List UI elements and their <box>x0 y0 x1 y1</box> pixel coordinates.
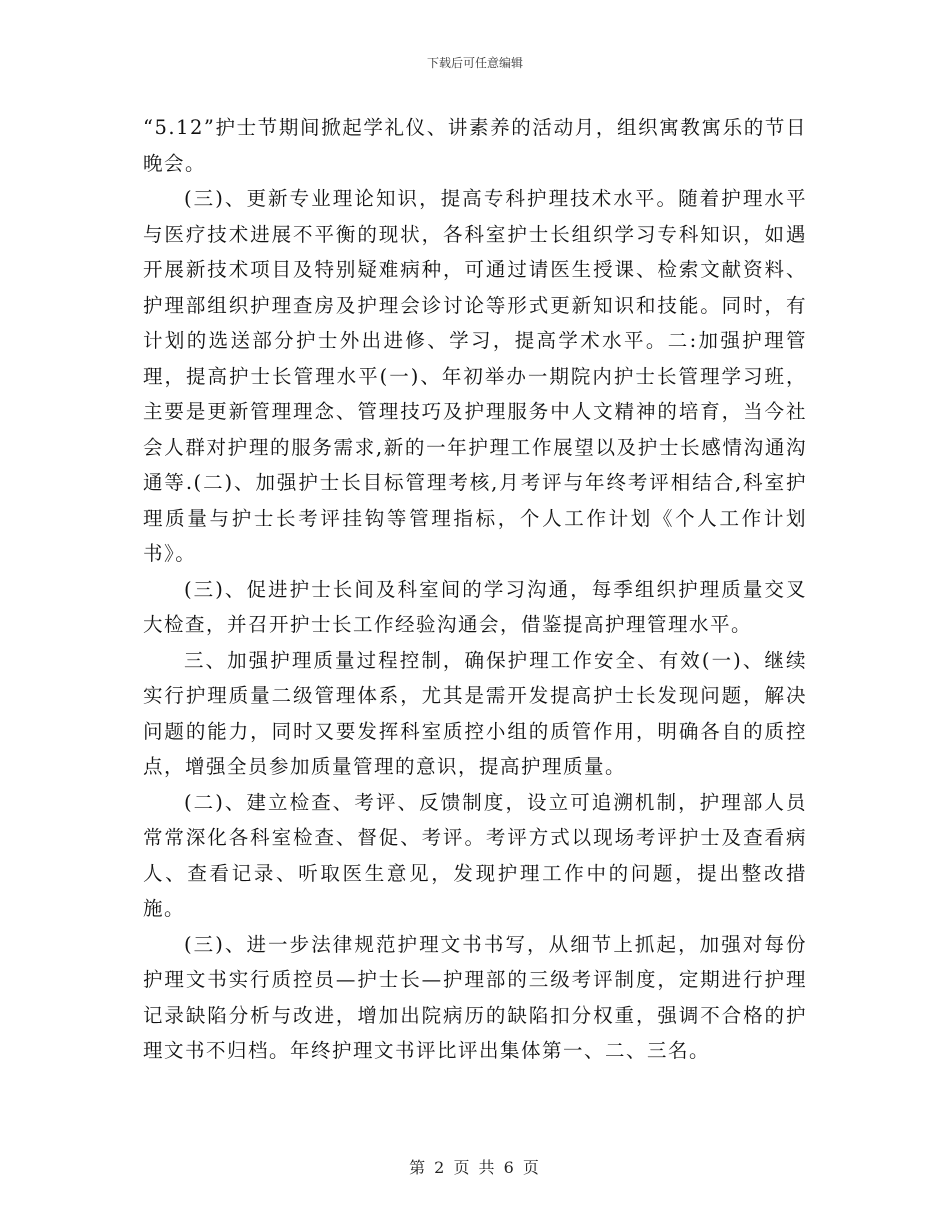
page-number: 第 2 页 共 6 页 <box>409 1158 541 1177</box>
paragraph-head-nurse-exchange: (三)、促进护士长间及科室间的学习沟通，每季组织护理质量交叉大检查，并召开护士长工作经验沟通会，借鉴提高护理管理水平。 <box>143 577 807 636</box>
paragraph-inspection-feedback: (二)、建立检查、考评、反馈制度，设立可追溯机制，护理部人员常常深化各科室检查、督促、考评。考评方式以现场考评护士及查看病人、查看记录、听取医生意见，发现护理工作中的问题，提出整改措施。 <box>143 790 807 920</box>
page-header: 下载后可任意编辑 <box>426 56 523 70</box>
paragraph-quality-control: 三、加强护理质量过程控制，确保护理工作安全、有效(一)、继续实行护理质量二级管理体系，尤其是需开发提高护士长发现问题，解决问题的能力，同时又要发挥科室质控小组的质管作用，明确各自的质控点，增强全员参加质量管理的意识，提高护理质量。 <box>143 648 807 778</box>
document-body <box>143 110 807 1069</box>
paragraph-nursing-documents: (三)、进一步法律规范护理文书书写，从细节上抓起，加强对每份护理文书实行质控员—护士长—护理部的三级考评制度，定期进行护理记录缺陷分析与改进，增加出院病历的缺陷扣分权重，强调不合格的护理文书不归档。年终护理文书评比评出集体第一、二、三名。 <box>143 932 807 1062</box>
paragraph-professional-knowledge: (三)、更新专业理论知识，提高专科护理技术水平。随着护理水平与医疗技术进展不平衡的现状，各科室护士长组织学习专科知识，如遇开展新技术项目及特别疑难病种，可通过请医生授课、检索文献资料、护理部组织护理查房及护理会诊讨论等形式更新知识和技能。同时，有计划的选送部分护士外出进修、学习，提高学术水平。二:加强护理管理，提高护士长管理水平(一)、年初举办一期院内护士长管理学习班，主要是更新管理理念、管理技巧及护理服务中人文精神的培育，当今社会人群对护理的服务需求,新的一年护理工作展望以及护士长感情沟通沟通等.(二)、加强护士长目标管理考核,月考评与年终考评相结合,科室护理质量与护士长考评挂钩等管理指标，个人工作计划《个人工作计划书》。 <box>143 187 807 565</box>
paragraph-nurses-day: “5.12”护士节期间掀起学礼仪、讲素养的活动月，组织寓教寓乐的节日晚会。 <box>143 116 807 175</box>
